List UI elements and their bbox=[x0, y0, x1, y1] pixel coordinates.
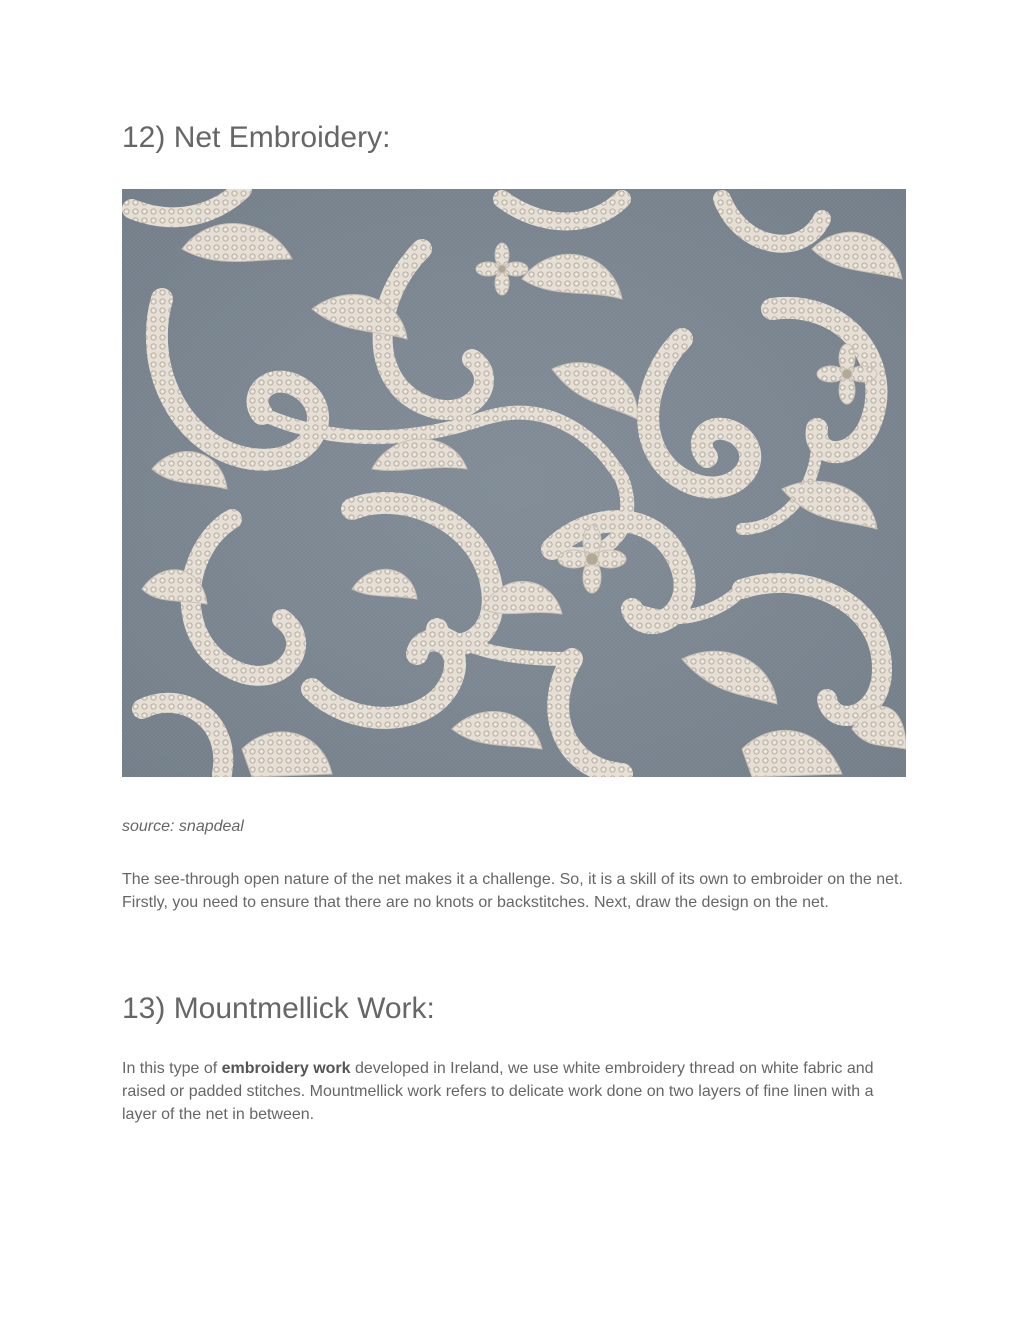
section-heading-net-embroidery: 12) Net Embroidery: bbox=[122, 121, 391, 154]
net-embroidery-paragraph: The see-through open nature of the net makes it a challenge. So, it is a skill of its own to embroider on the net. Firstly, you need to ensure that there are no knots or backstitches. Next, draw the design on the net. bbox=[122, 871, 903, 911]
paragraph-text-start: In this type of bbox=[122, 1060, 222, 1077]
net-embroidery-photo bbox=[122, 189, 906, 777]
section-heading-mountmellick-work: 13) Mountmellick Work: bbox=[122, 992, 435, 1025]
embroidery-work-emphasis: embroidery work bbox=[221, 1060, 351, 1077]
paragraph-text-end: developed in Ireland, we use white embroidery thread on white fabric and raised or padded stitches. Mountmellick work refers to delicate work done on two layers of fine linen with a layer of the net in between. bbox=[122, 1060, 874, 1123]
image-source-caption: source: snapdeal bbox=[122, 818, 244, 835]
mountmellick-paragraph bbox=[122, 1057, 906, 1126]
